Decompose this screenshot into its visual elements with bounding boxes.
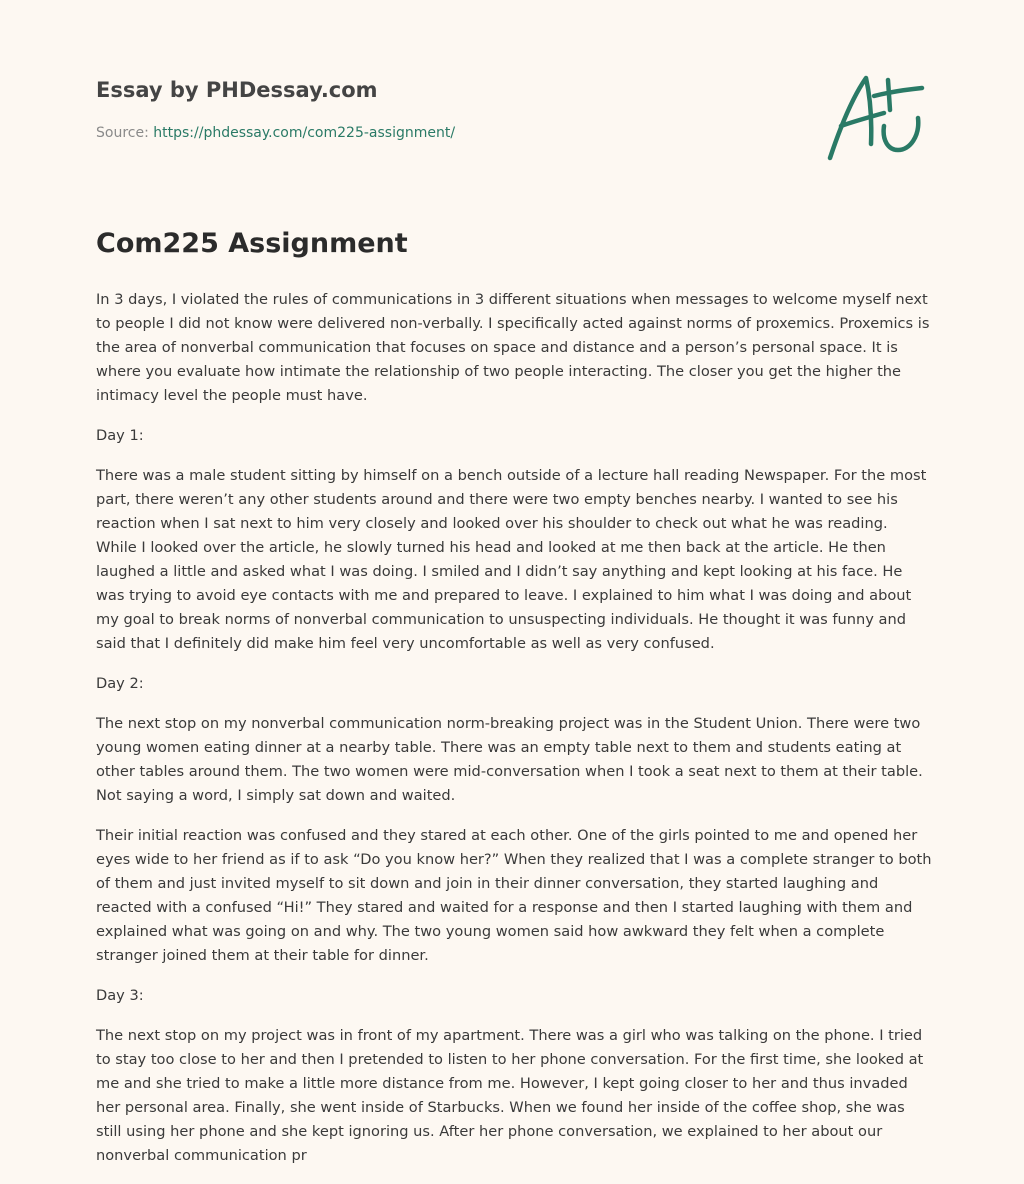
essay-paragraph: There was a male student sitting by himself on a bench outside of a lecture hall reading Newspaper. For the most part, there weren’t any other students around and there were two empty benches nearby. I wanted to see his reaction when I sat next to him very closely and looked over his shoulder to check out what he was reading. While I looked over the article, he slowly turned his head and looked at me then back at the article. He then laughed a little and asked what I was doing. I smiled and I didn’t say anything and kept looking at his face. He was trying to avoid eye contacts with me and prepared to leave. I explained to him what I was doing and about my goal to break norms of nonverbal communication to unsuspecting individuals. He thought it was funny and said that I definitely did make him feel very uncomfortable as well as very confused.: [96, 467, 927, 652]
essay-paragraph: In 3 days, I violated the rules of communications in 3 different situations when messages to welcome myself next to people I did not know were delivered non-verbally. I specifically acted against norms of proxemics. Proxemics is the area of nonverbal communication that focuses on space and distance and a person’s personal space. It is where you evaluate how intimate the relationship of two people interacting. The closer you get the higher the intimacy level the people must have.: [96, 291, 930, 404]
source-label: Source:: [96, 125, 154, 141]
essay-content: [96, 222, 932, 1184]
day-heading: Day 2:: [96, 675, 144, 692]
source-line: [96, 123, 928, 143]
essay-title: Com225 Assignment: [96, 228, 408, 259]
day-heading: Day 3:: [96, 987, 144, 1004]
a-plus-logo-icon: [822, 66, 928, 166]
essay-paragraph: Their initial reaction was confused and they stared at each other. One of the girls pointed to me and opened her eyes wide to her friend as if to ask “Do you know her?” When they realized that I was a complete stranger to both of them and just invited myself to sit down and join in their dinner conversation, they started laughing and reacted with a confused “Hi!” They stared and waited for a response and then I started laughing with them and explained what was going on and why. The two young women said how awkward they felt when a complete stranger joined them at their table for dinner.: [96, 827, 932, 964]
essay-paragraph: The next stop on my nonverbal communication norm-breaking project was in the Student Union. There were two young women eating dinner at a nearby table. There was an empty table next to them and students eating at other tables around them. The two women were mid-conversation when I took a seat next to them at their table. Not saying a word, I simply sat down and waited.: [96, 715, 923, 804]
essay-paragraph: The next stop on my project was in front of my apartment. There was a girl who was talking on the phone. I tried to stay too close to her and then I pretended to listen to her phone conversation. For the first time, she looked at me and she tried to make a little more distance from me. However, I kept going closer to her and thus invaded her personal area. Finally, she went inside of Starbucks. When we found her inside of the coffee shop, she was still using her phone and she kept ignoring us. After her phone conversation, we explained to her about our nonverbal communication pr: [96, 1027, 924, 1164]
site-title: Essay by PHDessay.com: [96, 78, 378, 102]
page-header: [96, 74, 928, 143]
day-heading: Day 1:: [96, 427, 144, 444]
source-link[interactable]: https://phdessay.com/com225-assignment/: [153, 125, 456, 141]
